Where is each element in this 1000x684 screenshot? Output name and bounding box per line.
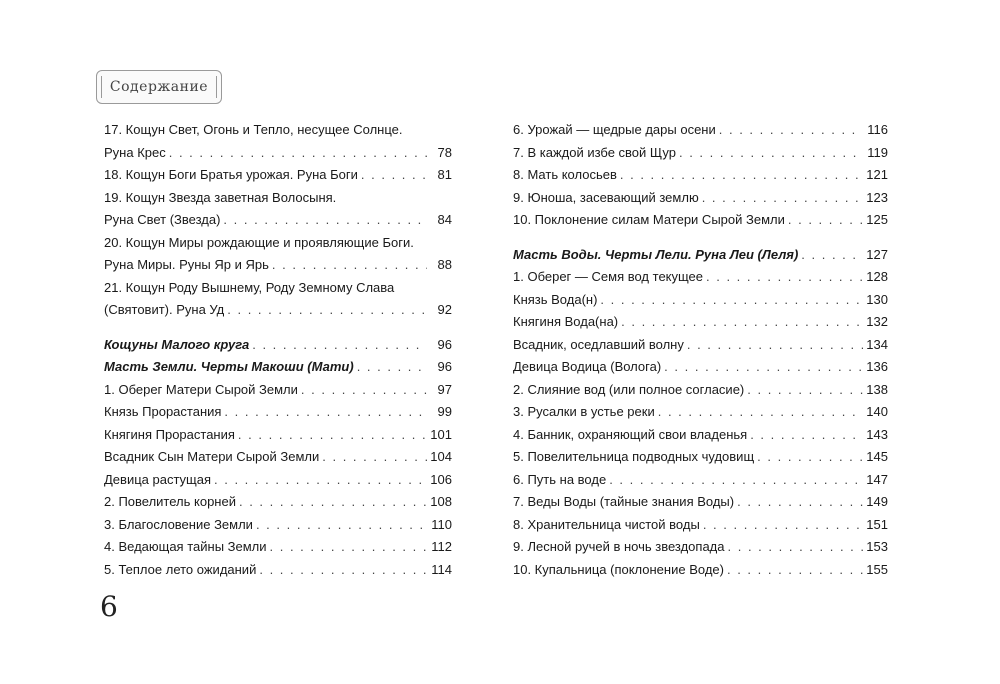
toc-entry-title: 2. Повелитель корней [104, 494, 236, 509]
toc-section-entry[interactable] [104, 334, 452, 357]
toc-entry[interactable] [513, 559, 888, 582]
toc-entry-title: Княгиня Вода(на) [513, 314, 619, 329]
dot-leader [357, 356, 427, 379]
toc-entry-title: Княгиня Прорастания [104, 426, 235, 442]
toc-entry[interactable] [513, 209, 888, 232]
dot-leader [224, 401, 427, 424]
toc-entry-row [513, 469, 888, 492]
dot-leader [214, 469, 427, 492]
toc-entry-row [104, 142, 452, 165]
dot-leader [609, 469, 863, 492]
toc-entry-title: 1. Оберег Матери Сырой Земли [104, 381, 298, 397]
toc-entry-row [104, 469, 452, 492]
dot-leader [259, 559, 427, 582]
toc-entry-title: (Святовит). Руна Уд [104, 302, 225, 317]
dot-leader [679, 142, 863, 165]
dot-leader [727, 559, 863, 582]
dot-leader [747, 379, 863, 402]
toc-entry-title: Руна Свет (Звезда) [104, 212, 221, 227]
toc-entry-title: Князь Прорастания [104, 404, 222, 419]
dot-leader [272, 254, 427, 277]
dot-leader [301, 379, 427, 402]
toc-entry[interactable] [513, 334, 888, 357]
dot-leader [703, 514, 863, 537]
toc-entry[interactable] [513, 401, 888, 424]
toc-entry[interactable] [104, 187, 452, 232]
toc-page-number: 96 [437, 359, 452, 374]
toc-page-number: 119 [867, 144, 888, 160]
toc-entry[interactable] [104, 401, 452, 424]
dot-leader [227, 299, 427, 322]
dot-leader [788, 209, 863, 232]
toc-entry[interactable] [104, 379, 452, 402]
toc-right-column [513, 119, 888, 581]
dot-leader [169, 142, 427, 165]
dot-leader [728, 536, 864, 559]
toc-entry-title: 3. Русалки в устье реки [513, 404, 655, 419]
toc-entry-title: 4. Ведающая тайны Земли [104, 539, 267, 554]
toc-entry-title: 6. Урожай — щедрые дары осени [513, 122, 716, 137]
toc-entry-title: 7. В каждой избе свой Щур [513, 144, 676, 160]
toc-entry-title: 9. Лесной ручей в ночь звездопада [513, 539, 725, 554]
toc-entry-row [104, 401, 452, 424]
toc-page-number: 84 [437, 212, 452, 227]
toc-page-number: 138 [866, 381, 888, 397]
dot-leader [621, 311, 863, 334]
toc-entry-row [513, 289, 888, 312]
toc-entry-title: 1. Оберег — Семя вод текущее [513, 269, 704, 284]
toc-entry[interactable] [104, 424, 452, 447]
toc-entry-title: 8. Хранительница чистой воды [513, 516, 700, 532]
dot-leader [270, 536, 427, 559]
toc-entry-title: Девица растущая [104, 471, 212, 487]
toc-entry-row [513, 559, 888, 582]
dot-leader [702, 187, 863, 210]
toc-page-number: 140 [866, 404, 888, 419]
toc-entry-row [513, 401, 888, 424]
dot-leader [256, 514, 427, 537]
toc-entry[interactable] [513, 491, 888, 514]
toc-entry-title: 18. Кощун Боги Братья урожая. Руна Боги [104, 167, 358, 182]
toc-section-entry[interactable] [513, 244, 888, 267]
toc-entry-row [513, 187, 888, 210]
toc-entry-row [513, 244, 888, 267]
toc-page-number: 99 [437, 404, 452, 419]
toc-page-number: 121 [866, 167, 888, 182]
dot-leader [737, 491, 863, 514]
toc-entry[interactable] [513, 266, 888, 289]
toc-entry-title: 3. Благословение Земли [104, 516, 253, 532]
toc-entry-title: 5. Теплое лето ожиданий [104, 561, 257, 577]
toc-page-number: 81 [437, 167, 452, 182]
toc-entry-row [513, 142, 888, 165]
toc-page-number: 114 [431, 561, 452, 577]
toc-entry-row [104, 299, 452, 322]
toc-entry[interactable] [513, 446, 888, 469]
toc-entry[interactable] [513, 142, 888, 165]
toc-entry[interactable] [513, 536, 888, 559]
toc-page-number: 132 [866, 314, 888, 329]
toc-entry-row [513, 446, 888, 469]
toc-entry[interactable] [104, 469, 452, 492]
toc-page-number: 151 [866, 516, 888, 532]
toc-entry-title-line: 17. Кощун Свет, Огонь и Тепло, несущее Солнце. [104, 122, 403, 137]
toc-entry[interactable] [513, 289, 888, 312]
toc-entry-title: 10. Поклонение силам Матери Сырой Земли [513, 212, 785, 227]
toc-entry-row [513, 311, 888, 334]
toc-entry-title-line: 20. Кощун Миры рождающие и проявляющие Боги. [104, 234, 414, 250]
toc-page-number: 155 [866, 561, 888, 577]
toc-entry[interactable] [104, 491, 452, 514]
toc-page-number: 97 [437, 381, 452, 397]
toc-entry-title: 8. Мать колосьев [513, 167, 617, 182]
dot-leader [801, 244, 863, 267]
toc-entry-title: Масть Земли. Черты Макоши (Мати) [104, 359, 354, 374]
toc-page-number: 116 [867, 122, 888, 137]
dot-leader [664, 356, 863, 379]
dot-leader [620, 164, 863, 187]
toc-page-number: 96 [437, 336, 452, 352]
dot-leader [322, 446, 427, 469]
toc-entry-row [513, 209, 888, 232]
toc-entry-title-line: 19. Кощун Звезда заветная Волосыня. [104, 189, 337, 205]
toc-entry-title: Масть Воды. Черты Лели. Руна Леи (Леля) [513, 246, 799, 262]
toc-entry-row [513, 356, 888, 379]
toc-page-number: 123 [866, 189, 888, 205]
toc-entry-row [104, 164, 452, 187]
dot-leader [750, 424, 863, 447]
toc-left-column [104, 119, 452, 581]
toc-header-frame [96, 70, 222, 104]
toc-page-number: 128 [866, 269, 888, 284]
toc-page-number: 145 [866, 449, 888, 464]
toc-entry[interactable] [104, 277, 452, 322]
toc-entry-row [513, 424, 888, 447]
toc-entry[interactable] [104, 446, 452, 469]
toc-page-number: 149 [866, 494, 888, 509]
dot-leader [252, 334, 427, 357]
toc-entry-row [104, 356, 452, 379]
toc-entry-row [104, 209, 452, 232]
toc-page-number: 88 [437, 257, 452, 272]
dot-leader [706, 266, 863, 289]
dot-leader [361, 164, 427, 187]
toc-page-number: 104 [430, 449, 452, 464]
toc-page-number: 125 [866, 212, 888, 227]
toc-entry-title: Руна Крес [104, 144, 166, 160]
toc-entry-row [104, 491, 452, 514]
toc-entry-row [104, 514, 452, 537]
toc-entry-row [513, 379, 888, 402]
toc-entry[interactable] [513, 379, 888, 402]
dot-leader [687, 334, 863, 357]
toc-entry[interactable] [513, 311, 888, 334]
dot-leader [239, 491, 427, 514]
toc-entry-row [513, 266, 888, 289]
toc-entry[interactable] [104, 119, 452, 164]
toc-entry-row [104, 559, 452, 582]
toc-entry-title-line: 21. Кощун Роду Вышнему, Роду Земному Слава [104, 279, 395, 295]
toc-page-number: 153 [866, 539, 888, 554]
toc-entry-row [104, 254, 452, 277]
toc-entry-row [104, 424, 452, 447]
toc-title: Содержание [109, 79, 209, 95]
toc-page-number: 112 [431, 539, 452, 554]
toc-entry-title: 5. Повелительница подводных чудовищ [513, 449, 755, 464]
toc-page-number: 136 [866, 359, 888, 374]
toc-entry-row [104, 446, 452, 469]
toc-entry[interactable] [104, 559, 452, 582]
toc-entry-row [513, 164, 888, 187]
toc-entry-row [513, 334, 888, 357]
toc-entry[interactable] [104, 232, 452, 277]
toc-entry-title: Князь Вода(н) [513, 291, 598, 307]
dot-leader [238, 424, 427, 447]
toc-entry[interactable] [513, 356, 888, 379]
toc-entry[interactable] [513, 164, 888, 187]
dot-leader [658, 401, 863, 424]
toc-entry[interactable] [513, 514, 888, 537]
toc-entry[interactable] [513, 119, 888, 142]
toc-page-number: 134 [866, 336, 888, 352]
toc-entry-title: 7. Веды Воды (тайные знания Воды) [513, 494, 735, 509]
dot-leader [719, 119, 863, 142]
toc-entry[interactable] [513, 424, 888, 447]
toc-page-number: 130 [866, 291, 888, 307]
toc-entry-title: 10. Купальница (поклонение Воде) [513, 561, 724, 577]
toc-entry-title: 9. Юноша, засевающий землю [513, 189, 699, 205]
toc-entry-title: 2. Слияние вод (или полное согласие) [513, 381, 745, 397]
toc-entry-title: Девица Водица (Волога) [513, 359, 662, 374]
dot-leader [600, 289, 863, 312]
toc-page-number: 143 [866, 426, 888, 442]
toc-entry-row [513, 119, 888, 142]
toc-page-number: 78 [437, 144, 452, 160]
toc-entry[interactable] [513, 469, 888, 492]
toc-page-number: 101 [430, 426, 452, 442]
toc-entry-title: 6. Путь на воде [513, 471, 607, 487]
toc-entry-title: Всадник, оседлавший волну [513, 336, 684, 352]
toc-entry-title: Руна Миры. Руны Яр и Ярь [104, 257, 269, 272]
toc-page-number: 108 [430, 494, 452, 509]
toc-page-number: 110 [431, 516, 452, 532]
toc-page-number: 127 [866, 246, 888, 262]
dot-leader [223, 209, 427, 232]
toc-entry-row [513, 491, 888, 514]
toc-entry-row [513, 514, 888, 537]
toc-section-entry[interactable] [104, 356, 452, 379]
toc-entry-title: Кощуны Малого круга [104, 336, 250, 352]
page-number: 6 [100, 590, 118, 623]
toc-entry-row [104, 334, 452, 357]
toc-entry-title: 4. Банник, охраняющий свои владенья [513, 426, 748, 442]
toc-entry[interactable] [104, 536, 452, 559]
toc-page-number: 92 [437, 302, 452, 317]
toc-page-number: 106 [430, 471, 452, 487]
toc-entry[interactable] [104, 164, 452, 187]
dot-leader [757, 446, 863, 469]
toc-page-number: 147 [866, 471, 888, 487]
toc-entry-title: Всадник Сын Матери Сырой Земли [104, 449, 320, 464]
toc-entry-row [104, 379, 452, 402]
toc-entry-row [513, 536, 888, 559]
toc-entry[interactable] [104, 514, 452, 537]
toc-entry-row [104, 536, 452, 559]
toc-entry[interactable] [513, 187, 888, 210]
